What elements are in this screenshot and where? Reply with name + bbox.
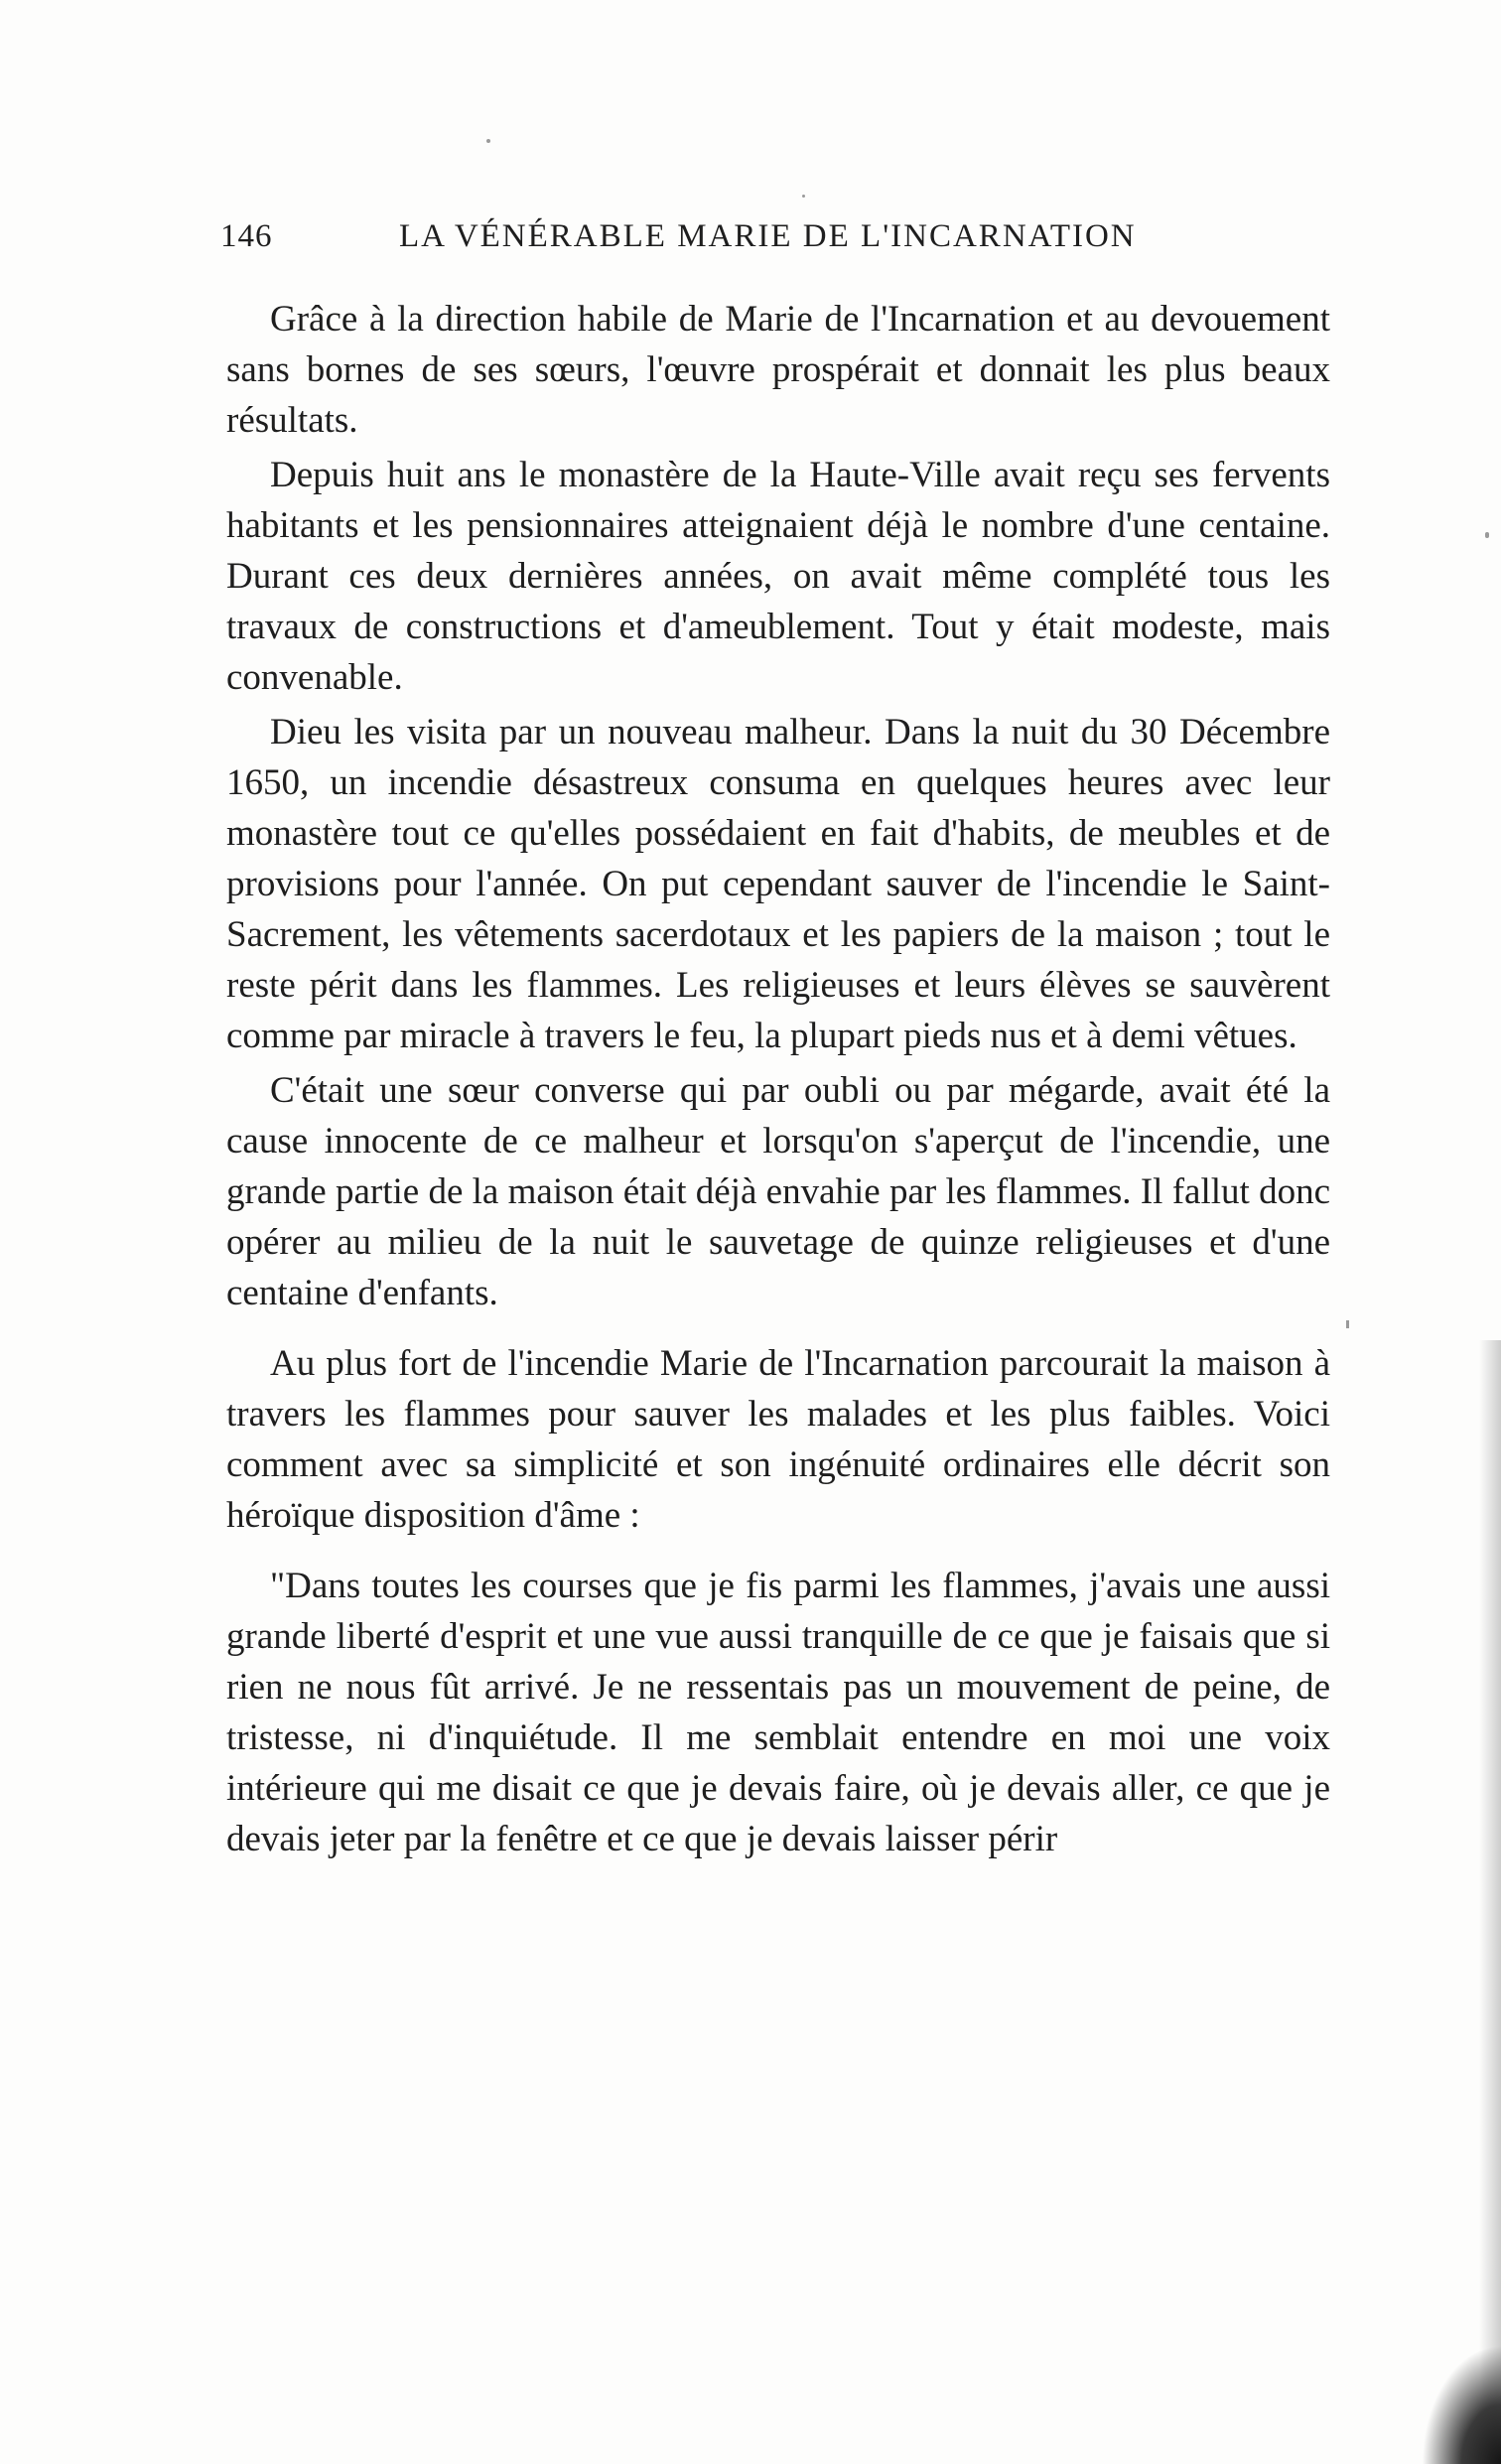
scan-speck	[1485, 532, 1489, 538]
paragraph: Grâce à la direction habile de Marie de l'Incarnation et au devouement sans bornes de ses sœurs, l'œuvre prospérait et donnait les plus beaux résultats.	[226, 299, 1330, 441]
running-title: LA VÉNÉRABLE MARIE DE L'INCARNATION	[399, 218, 1137, 254]
page-corner-smudge	[1422, 2345, 1501, 2464]
scan-speck	[1346, 1320, 1349, 1328]
page-number: 146	[220, 218, 273, 254]
scan-speck	[486, 139, 490, 143]
paragraph: Dieu les visita par un nouveau malheur. Dans la nuit du 30 Décembre 1650, un incendie désastreux consuma en quelques heures avec leur monastère tout ce qu'elles possédaient en fait d'habits, de meubles et de provisions pour l'année. On put cependant sauver de l'incendie le Saint-Sacrement, les vêtements sacerdotaux et les papiers de la maison ; tout le reste périt dans les flammes. Les religieuses et leurs élèves se sauvèrent comme par miracle à travers le feu, la plupart pieds nus et à demi vêtues.	[226, 712, 1330, 1056]
paragraph: C'était une sœur converse qui par oubli ou par mégarde, avait été la cause innocente de ce malheur et lorsqu'on s'aperçut de l'incendie, une grande partie de la maison était déjà envahie par les flammes. Il fallut donc opérer au milieu de la nuit le sauvetage de quinze religieuses et d'une centaine d'enfants.	[226, 1070, 1330, 1313]
quotation-paragraph: "Dans toutes les courses que je fis parmi les flammes, j'avais une aussi grande liberté d'esprit et une vue aussi tranquille de ce que je faisais que si rien ne nous fût arrivé. Je ne ressentais pas un mouvement de peine, de tristesse, ni d'inquiétude. Il me semblait entendre en moi une voix intérieure qui me disait ce que je devais faire, où je devais aller, ce que je devais jeter par la fenêtre et ce que je devais laisser périr	[226, 1566, 1330, 1859]
paragraph: Depuis huit ans le monastère de la Haute-Ville avait reçu ses fervents habitants et les pensionnaires atteignaient déjà le nombre d'une centaine. Durant ces deux dernières années, on avait même complété tous les travaux de constructions et d'ameublement. Tout y était modeste, mais convenable.	[226, 455, 1330, 698]
running-head	[220, 218, 1332, 262]
page-edge-shadow	[1479, 1340, 1501, 2464]
paragraph: Au plus fort de l'incendie Marie de l'Incarnation parcourait la maison à travers les flammes pour sauver les malades et les plus faibles. Voici comment avec sa simplicité et son ingénuité ordinaires elle décrit son héroïque disposition d'âme :	[226, 1343, 1330, 1536]
scan-speck	[802, 195, 805, 198]
body-text	[226, 294, 1330, 1864]
